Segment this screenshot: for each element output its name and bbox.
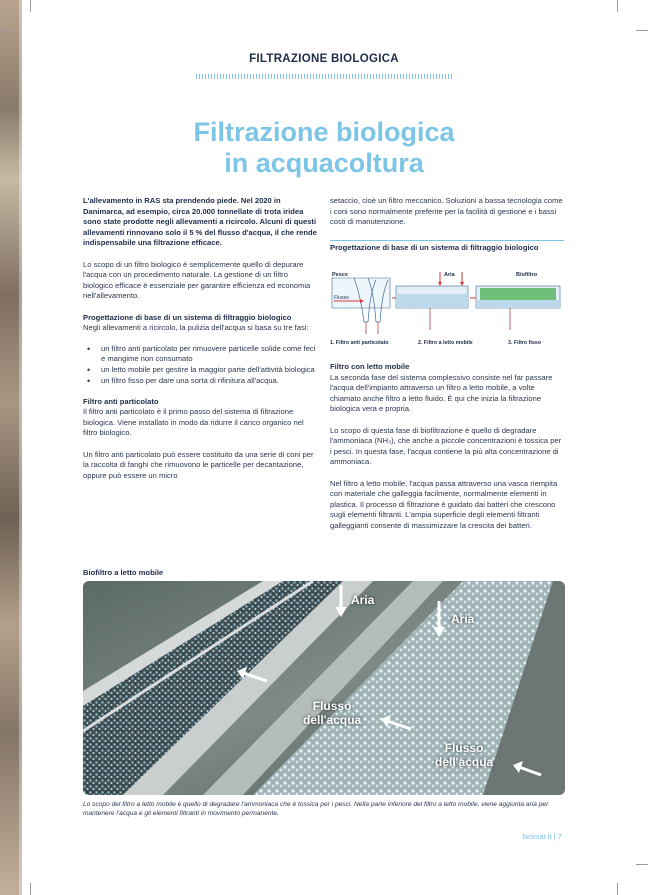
moving-bed-paragraph-2: Lo scopo di questa fase di biofiltrazione è quello di degradare l'ammoniaca (NH₃), che anche a piccole concentrazioni è tossica per i pesci. In questa fase, l'acqua contiene la più alta concentrazione di ammoniaca. [330, 425, 562, 467]
crop-mark [636, 30, 648, 31]
lead-paragraph: L'allevamento in RAS sta prendendo piede. Nel 2020 in Danimarca, ad esempio, circa 20.000 tonnellate di trota iridea sono state prodotte negli allevamenti a ricircolo. Alcuni di questi allevamenti rinnovano solo il 5 % del flusso d'acqua, il che rende indispensabile una filtrazione efficace. [83, 196, 317, 248]
crop-mark [617, 0, 618, 12]
anti-particulate-paragraph-1: Il filtro anti particolato è il primo passo del sistema di filtrazione biologica. Viene installato in modo da ridurre il carico organico nel filtro biologico. [83, 407, 304, 438]
left-column [83, 196, 319, 492]
diagram-label-pesce: Pesce [332, 272, 348, 278]
crop-mark [30, 883, 31, 895]
filtration-diagram [330, 268, 564, 348]
diagram-label-step3: 3. Filtro fisso [508, 340, 541, 346]
photo-caption: Lo scopo del filtro a letto mobile è quello di degradare l'ammoniaca che è tossica per i pesci. Nella parte inferiore del filtro a letto mobile, viene aggiunta aria per mantenere l'acqua e gli elementi filtranti in movimento permanente. [83, 801, 549, 817]
biofilter-photo [83, 581, 565, 795]
list-item: • un filtro fisso per dare una sorta di rifinitura all'acqua. [83, 376, 319, 387]
page-title-line2: in acquacoltura [224, 148, 424, 178]
list-item: • un letto mobile per gestire la maggior parte dell'attività biologica [83, 365, 319, 376]
photo-label-flusso-1 [303, 699, 361, 727]
diagram-label-aria: Aria [444, 272, 455, 278]
list-item: • un filtro anti particolato per rimuovere particelle solide come feci e mangime non consumato [83, 344, 319, 365]
page-title-line1: Filtrazione biologica [193, 117, 455, 147]
moving-bed-heading: Filtro con letto mobile [330, 362, 410, 371]
photo-label-flusso-2-line1: Flusso [444, 741, 484, 755]
diagram-title: Progettazione di base di un sistema di filtraggio biologico [330, 240, 564, 254]
moving-bed-water [396, 294, 468, 308]
photo-label-aria-2: Aria [451, 612, 475, 626]
diagram-label-step2: 2. Filtro a letto mobile [418, 340, 473, 346]
air-arrow-head [460, 282, 464, 286]
photo-title: Biofiltro a letto mobile [83, 568, 164, 577]
photo-label-flusso-2 [435, 741, 493, 769]
intro-paragraph: Lo scopo di un filtro biologico è semplicemente quello di depurare l'acqua con un procedimento naturale. La gestione di un filtro biologico efficace è essenziale per garantire efficienza ed economia nell'allevamento. [83, 259, 311, 301]
design-heading: Progettazione di base di un sistema di filtraggio biologico [83, 312, 292, 322]
moving-bed-paragraph-3: Nel filtro a letto mobile, l'acqua passa attraverso una vasca riempita con materiale che galleggia facilmente, normalmente elementi in plastica. Il processo di filtrazione è guidato dai batteri che crescono sugli elementi filtranti. L'ampia superficie degli elementi filtranti galleggianti consente di massimizzare la crescita dei batteri. [330, 478, 558, 530]
biofilter-water [476, 300, 560, 308]
right-column-bottom [330, 362, 564, 542]
anti-particulate-heading: Filtro anti particolato [83, 396, 159, 406]
anti-particulate-paragraph-2: Un filtro anti particolato può essere costituito da una serie di coni per la raccolta di fanghi che rimuovono le particelle per decantazione, oppure può essere un micro [83, 449, 314, 480]
diagram-label-step1: 1. Filtro anti particolato [330, 340, 389, 346]
page-footer[interactable]: biomar.it | 7 [522, 832, 562, 841]
crop-mark [30, 0, 31, 12]
crop-mark [636, 864, 648, 865]
diagram-label-biofiltro: Biofiltro [516, 272, 538, 278]
phase-list [83, 344, 319, 386]
moving-bed-paragraph-1: La seconda fase del sistema complessivo consiste nel far passare l'acqua dell'impianto attraverso un filtro a letto mobile, a volte chiamato anche filtro a letto fluido. È qui che inizia la filtrazione biologica vera e propria. [330, 372, 553, 414]
section-title: FILTRAZIONE BIOLOGICA [249, 53, 399, 65]
crop-mark [617, 883, 618, 895]
design-paragraph: Negli allevamenti a ricircolo, la pulizia dell'acqua si basa su tre fasi: [83, 323, 309, 333]
page-title [0, 117, 648, 179]
biofilter-media [480, 288, 556, 300]
right-column-top [330, 196, 564, 238]
photo-label-flusso-1-line2: dell'acqua [303, 713, 362, 727]
dotted-rule [196, 74, 454, 79]
photo-label-flusso-1-line1: Flusso [312, 699, 352, 713]
air-arrow-head [438, 282, 442, 286]
continuation-paragraph: setaccio, cioè un filtro meccanico. Soluzioni a bassa tecnologia come i coni sono normalmente preferite per la facilità di gestione e i bassi costi di manutenzione. [330, 196, 563, 227]
photo-label-flusso-2-line2: dell'acqua [435, 755, 494, 769]
diagram-label-flusso: Flusso [334, 295, 349, 301]
crop-mark [0, 30, 12, 31]
photo-label-aria-1: Aria [351, 593, 375, 607]
